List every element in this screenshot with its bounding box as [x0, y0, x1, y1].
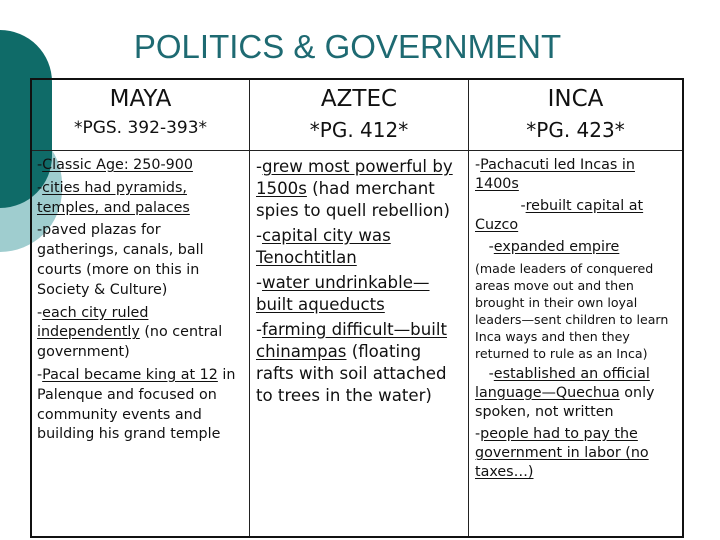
column-name: MAYA: [109, 86, 172, 112]
bullet-paragraph: [37, 179, 245, 219]
column-pages: *PG. 412*: [309, 118, 409, 142]
header-maya: [32, 80, 249, 150]
text: -: [256, 157, 262, 176]
text: -: [475, 239, 494, 255]
bullet-paragraph: [256, 319, 464, 407]
bullet-paragraph: [256, 272, 464, 316]
text: in Palenque and focused on community events and building his grand temple: [37, 366, 236, 443]
column-pages: *PG. 423*: [526, 118, 625, 142]
inca-content: [475, 156, 678, 485]
underlined-text: each city ruled independently: [37, 304, 149, 341]
text: -: [37, 304, 43, 321]
text: -: [475, 198, 526, 214]
underlined-text: rebuilt capital at Cuzco: [475, 198, 644, 233]
header-aztec: [250, 80, 468, 150]
text: -: [256, 320, 262, 339]
bullet-paragraph: [475, 238, 678, 257]
text: -: [37, 366, 43, 383]
header-divider: [32, 150, 682, 151]
underlined-text: capital city was Tenochtitlan: [256, 226, 391, 267]
bullet-paragraph: [475, 425, 678, 482]
text: -: [475, 157, 481, 173]
bullet-paragraph: [256, 225, 464, 269]
underlined-text: water undrinkable—built aqueducts: [256, 273, 430, 314]
maya-content: [37, 156, 245, 448]
text: -: [256, 226, 262, 245]
column-name: AZTEC: [320, 86, 398, 112]
aztec-content: [256, 156, 464, 410]
text: (made leaders of conquered areas move out and then brought in their own loyal leaders—sent children to learn Inca ways and then they returned to rule as an Inca): [475, 261, 669, 361]
text: (no central government): [37, 324, 223, 361]
slide-title: POLITICS & GOVERNMENT: [133, 28, 562, 65]
column-name: INCA: [547, 86, 604, 112]
bullet-paragraph: [37, 304, 245, 363]
underlined-text: established an official language—Quechua: [475, 366, 650, 401]
text: only spoken, not written: [475, 385, 655, 420]
text: -: [37, 157, 43, 173]
bullet-paragraph: [37, 221, 245, 300]
bullet-paragraph: [256, 156, 464, 222]
underlined-text: people had to pay the government in labor (no taxes…): [475, 426, 649, 480]
text: (floating rafts with soil attached to trees in the water): [256, 342, 447, 405]
text: -paved plazas for gatherings, canals, ball courts (more on this in Society & Culture): [37, 222, 204, 298]
underlined-text: Pachacuti led Incas in 1400s: [475, 157, 635, 192]
bullet-paragraph: [37, 156, 245, 176]
underlined-text: expanded empire: [493, 239, 620, 255]
bullet-paragraph: [475, 260, 678, 362]
comparison-table: [30, 78, 684, 538]
text: -: [475, 366, 494, 382]
column-pages: *PGS. 392-393*: [73, 118, 208, 138]
underlined-text: farming difficult—built chinampas: [256, 320, 447, 361]
header-inca: [469, 80, 682, 150]
bullet-paragraph: [475, 365, 678, 422]
text: -: [256, 273, 262, 292]
bullet-paragraph: [475, 156, 678, 194]
underlined-text: grew most powerful by 1500s: [256, 157, 453, 198]
bullet-paragraph: [37, 366, 245, 445]
text: -: [37, 179, 43, 196]
text: (had merchant spies to quell rebellion): [256, 179, 450, 220]
underlined-text: Pacal became king at 12: [42, 366, 218, 383]
underlined-text: Classic Age: 250-900: [42, 157, 193, 173]
bullet-paragraph: [475, 197, 678, 235]
text: -: [475, 426, 481, 442]
underlined-text: cities had pyramids, temples, and palaces: [37, 179, 190, 216]
